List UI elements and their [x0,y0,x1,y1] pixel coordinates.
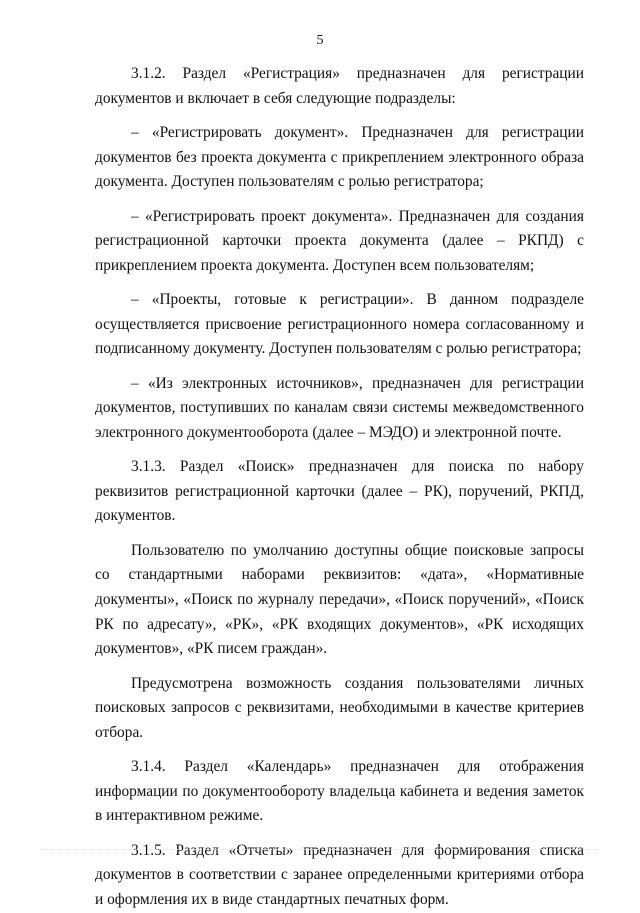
paragraph-personal-queries: Предусмотрена возможность создания пользователями личных поисковых запросов с реквизитами, необходимыми в качестве критериев отбора. [95,674,584,741]
paragraph-default-queries: Пользователю по умолчанию доступны общие поисковые запросы со стандартными наборами реквизитов: «дата», «Нормативные документы», «Поиск по журналу передачи», «Поиск поручений», «Поиск РК по адресату», «РК», «РК входящих документов», «РК исходящих документов», «РК писем граждан». [95,541,584,658]
paragraph-drafts-ready: – «Проекты, готовые к регистрации». В данном подразделе осуществляется присвоение регистрационного номера согласованному и подписанному документу. Доступен пользователям с ролью регистратора; [95,291,584,358]
page-number: 5 [316,33,324,48]
footer-divider [40,849,600,850]
paragraph-section-3-1-4: 3.1.4. Раздел «Календарь» предназначен для отображения информации по документообороту владельца кабинета и ведения заметок в интерактивном режиме. [95,758,584,825]
document-body [95,62,584,913]
paragraph-section-3-1-3: 3.1.3. Раздел «Поиск» предназначен для поиска по набору реквизитов регистрационной карточки (далее – РК), поручений, РКПД, документов. [95,458,584,525]
paragraph-register-document: – «Регистрировать документ». Предназначен для регистрации документов без проекта документа с прикреплением электронного образа документа. Доступен пользователям с ролью регистратора; [95,123,584,191]
paragraph-section-3-1-2: 3.1.2. Раздел «Регистрация» предназначен для регистрации документов и включает в себя следующие подразделы: [95,65,584,107]
paragraph-register-draft: – «Регистрировать проект документа». Предназначен для создания регистрационной карточки проекта документа (далее – РКПД) с прикреплением проекта документа. Доступен всем пользователям; [95,207,584,274]
paragraph-electronic-sources: – «Из электронных источников», предназначен для регистрации документов, поступивших по каналам связи системы межведомственного электронного документооборота (далее – МЭДО) и электронной почте. [95,374,584,441]
paragraph-section-3-1-5: 3.1.5. Раздел «Отчеты» предназначен для формирования списка документов в соответствии с заранее определенными критериями отбора и оформления их в виде стандартных печатных форм. [95,841,584,908]
